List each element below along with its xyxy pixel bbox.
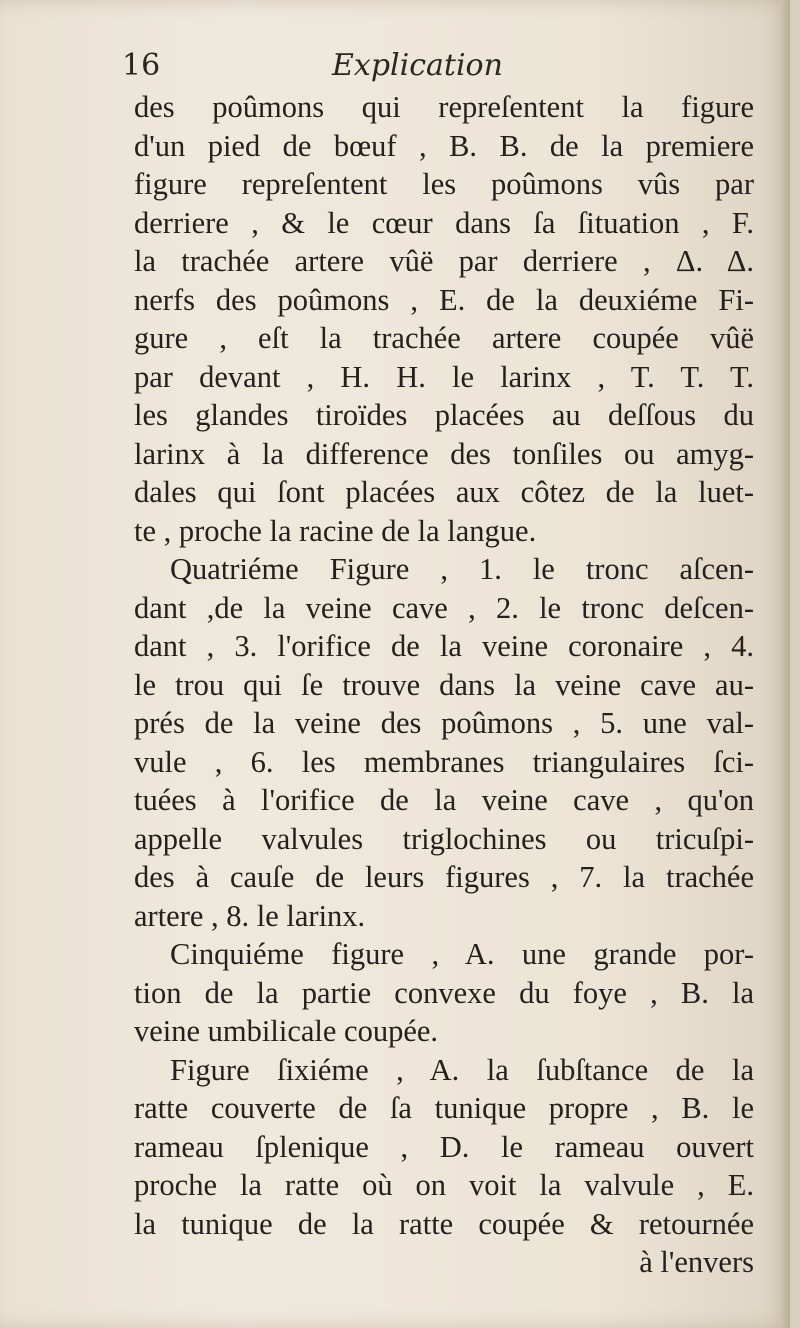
text-line: proche la ratte où on voit la valvule , E. (134, 1168, 754, 1202)
text-line: gure , eſt la trachée artere coupée vûë (134, 321, 754, 355)
text-line: tion de la partie convexe du foye , B. la (134, 975, 754, 1010)
text-line: tuées à l'orifice de la veine cave , qu'on (134, 783, 754, 817)
text-line: veine umbilicale coupée. (134, 1014, 439, 1048)
text-line: larinx à la difference des tonſiles ou amyg- (134, 436, 754, 471)
text-line: te , proche la racine de la langue. (134, 513, 537, 548)
text-line: ratte couverte de ſa tunique propre , B. le (134, 1091, 754, 1125)
text-line: la tunique de la ratte coupée & retournée (134, 1206, 754, 1241)
text-line: dales qui ſont placées aux côtez de la luet- (134, 475, 754, 509)
text-line: des poûmons qui repreſentent la figure (134, 90, 754, 124)
body-text (134, 88, 754, 1282)
text-line: rameau ſplenique , D. le rameau ouvert (134, 1129, 754, 1164)
text-line: figure repreſentent les poûmons vûs par (134, 167, 754, 201)
paragraph-start-line: Quatriéme Figure , 1. le tronc aſcen- (170, 552, 754, 586)
text-line: le trou qui ſe trouve dans la veine cave au- (134, 667, 754, 702)
paragraph-start-line: Cinquiéme figure , A. une grande por- (170, 937, 754, 971)
page-number: 16 (122, 48, 161, 83)
text-line: d'un pied de bœuf , B. B. de la premiere (134, 128, 754, 163)
paragraph-start-line: Figure ſixiéme , A. la ſubſtance de la (170, 1052, 754, 1087)
text-line: dant ,de la veine cave , 2. le tronc deſcen- (134, 590, 754, 625)
page-edge (780, 0, 790, 1328)
text-line: nerfs des poûmons , E. de la deuxiéme Fi- (134, 282, 754, 317)
catchword: à l'envers (639, 1245, 754, 1279)
text-line: derriere , & le cœur dans ſa ſituation , F. (134, 205, 754, 240)
text-line: dant , 3. l'orifice de la veine coronaire , 4. (134, 629, 754, 663)
page-header (120, 48, 640, 88)
text-line: appelle valvules triglochines ou tricuſpi- (134, 821, 754, 856)
text-line: vule , 6. les membranes triangulaires ſci- (134, 744, 754, 779)
text-line: la trachée artere vûë par derriere , Δ. Δ. (134, 244, 754, 278)
text-line: artere , 8. le larinx. (134, 898, 366, 933)
text-line: des à cauſe de leurs figures , 7. la trachée (134, 860, 754, 894)
text-line: prés de la veine des poûmons , 5. une val- (134, 706, 754, 740)
text-line: les glandes tiroïdes placées au deſſous du (134, 398, 754, 432)
text-line: par devant , H. H. le larinx , T. T. T. (134, 359, 754, 394)
running-title: Explication (332, 48, 503, 83)
